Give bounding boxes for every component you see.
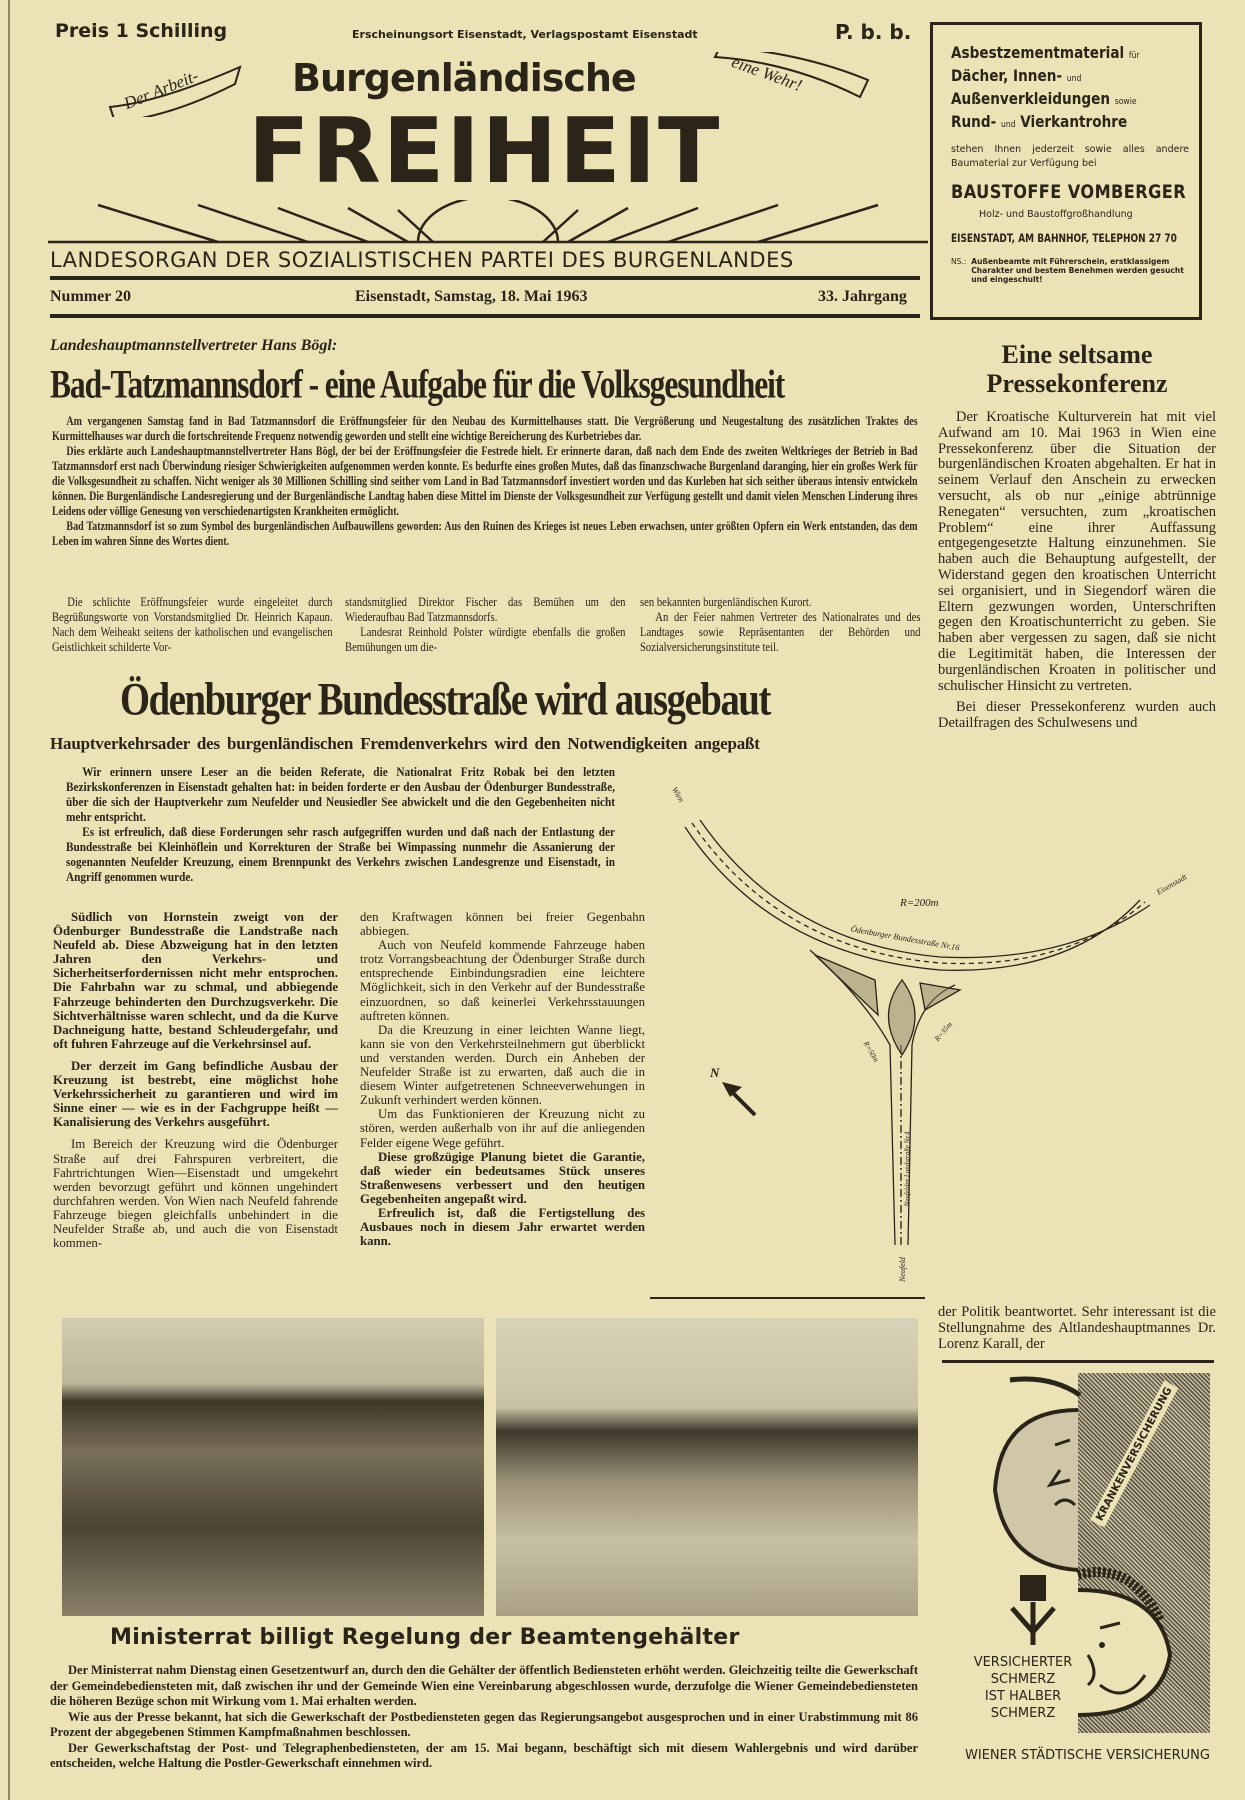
banner-right (710, 52, 875, 107)
headline-pressekonferenz: Eine seltsame Pressekonferenz (986, 340, 1168, 398)
paragraph: Im Bereich der Kreuzung wird die Ödenburger Straße auf drei Fahrspuren verbreitert, die Fahrtrichtungen Wien—Eisenstadt und umgekehrt werden bevorzugt geführt und können ungehindert durchfahren werden. Von Wien nach Neufeld fahrende Fahrzeuge biegen gleichfalls unbehindert in die Neufelder Straße ab, und auch die von Eisenstadt kommen- (53, 1137, 338, 1251)
headline-bad-tatzmannsdorf: Bad-Tatzmannsdorf - eine Aufgabe für die Volksgesundheit (50, 362, 785, 407)
paragraph: Wir erinnern unsere Leser an die beiden Referate, die Nationalrat Fritz Robak bei den letzten Bezirkskonferenzen in Eisenstadt gehalten hat: in beiden forderte er den Ausbau der Ödenburger Bundesstraße, über die sich der Hauptverkehr zum Neufelder und Neusiedler See abwickelt und die den Gegebenheiten nicht mehr entspricht. (66, 765, 615, 824)
ad-ns-text: Außenbeamte mit Führerschein, erstklassigem Charakter und bestem Benehmen werden gesucht und eingeschult! (971, 257, 1184, 284)
paragraph: standsmitglied Direktor Fischer das Bemühen um den Wiederaufbau Bad Tatzmannsdorfs. (345, 595, 626, 624)
paragraph: An der Feier nahmen Vertreter des Nationalrates und des Landtages sowie Repräsentanten der Behörden und Sozialversicherungsinstitute teil. (640, 610, 921, 654)
paragraph: den Kraftwagen können bei freier Gegenbahn abbiegen. (360, 910, 645, 939)
paragraph: Bei dieser Pressekonferenz wurden auch Detailfragen des Schulwesens und (938, 699, 1216, 732)
divider (50, 314, 920, 318)
headline-strasse: Ödenburger Bundesstraße wird ausgebaut (120, 675, 770, 726)
paragraph: Der Ministerrat nahm Dienstag einen Gesetzentwurf an, durch den die Gehälter der öffentlich Bediensteten erhöht werden. Gleichzeitig teilte die Gewerkschaft der Gemeindebediensteten mit, daß zwischen ihr und der Gemeinde Wien eine Vereinbarung abgeschlossen wurde, derzufolge die Wiener Gemeindebediensteten die höheren Bezüge schon mit Wirkung vom 1. Mai erhalten werden. (50, 1663, 918, 1708)
column-strasse-2 (360, 910, 645, 1248)
body-pressekonferenz (938, 410, 1216, 732)
body-ministerrat (50, 1663, 918, 1772)
ad-line: Rund- (951, 112, 997, 131)
paragraph: Da die Kreuzung in einer leichten Wanne liegt, kann sie von den Verkehrsteilnehmern gut überblickt und verstanden werden. Durch ein Anheben der Neufelder Straße ist zu erwarten, daß auch die in diesem Winter aufgetretenen Schneeverwehungen in Zukunft verhindert werden können. (360, 1022, 645, 1108)
slogan-line: VERSICHERTER (973, 1655, 1073, 1670)
lead-strasse (66, 765, 615, 885)
paragraph: Der Gewerkschaftstag der Post- und Telegraphenbediensteten, der am 15. Mai begann, beschäftigt sich mit diesem Wahlergebnis und wird darüber entscheiden, welche Haltung die Postler-Gewerkschaft einnehmen wird. (50, 1740, 918, 1770)
issue-number: Nummer 20 (50, 288, 132, 305)
banner-krankenversicherung: KRANKENVERSICHERUNG (1090, 1381, 1178, 1528)
banner-right-text: eine Wehr! (729, 52, 805, 96)
slogan-line: IST HALBER (984, 1689, 1062, 1704)
ad-baustoffe (930, 22, 1202, 320)
paragraph: Diese großzügige Planung bietet die Garantie, daß wieder ein bedeutsames Stück unseres Straßenwesens verbessert und den heutigen Gegebenheiten angepaßt wird. (360, 1149, 645, 1206)
column-3 (640, 595, 921, 655)
banner-left-text: Der Arbeit- (121, 66, 202, 114)
label-eisenstadt: Eisenstadt (1154, 872, 1189, 897)
divider (650, 1297, 925, 1299)
kicker: Landeshauptmannstellvertreter Hans Bögl: (50, 337, 338, 354)
continuation-pressekonferenz: der Politik beantwortet. Sehr interessant ist die Stellungnahme des Altlandeshauptmannes Dr. Lorenz Karall, der (938, 1304, 1216, 1352)
postage-label: P. b. b. (835, 20, 912, 44)
photo-construction-1 (62, 1318, 484, 1616)
intersection-diagram (650, 785, 1210, 1295)
paragraph: Der derzeit im Gang befindliche Ausbau der Kreuzung ist bestrebt, eine möglichst hohe Verkehrssicherheit zu garantieren und wird im Sinne einer — wie es in der Fachgruppe heißt — Kanalisierung des Verkehrs ausgeführt. (53, 1058, 338, 1130)
ad-slogan (968, 1654, 1078, 1722)
photo-construction-2 (496, 1318, 918, 1616)
ad-company-sub: Holz- und Baustoffgroßhandlung (979, 209, 1133, 220)
ad-company: BAUSTOFFE VOMBERGER (951, 181, 1187, 203)
lead-bad-tatzmannsdorf (52, 414, 918, 549)
paragraph: Landesrat Reinhold Polster würdigte ebenfalls die großen Bemühungen um die- (345, 625, 626, 654)
label-road-side: Neufelder Landstraße Nr.4 (903, 1131, 912, 1207)
paragraph: Um das Funktionieren der Kreuzung nicht zu stören, werden außerhalb von ihr auf die anliegenden Felder eigene Wege geführt. (360, 1107, 645, 1150)
paragraph: Wie aus der Presse bekannt, hat sich die Gewerkschaft der Postbediensteten gegen das Regierungsangebot ausgesprochen und in einer Urabstimmung mit 86 Prozent der abgegebenen Stimmen Kampfmaßnahmen beschlossen. (50, 1709, 918, 1739)
paragraph: Die schlichte Eröffnungsfeier wurde eingeleitet durch Begrüßungsworte von Vorstandsmitglied Dr. Heinrich Kapaun. Nach dem Weiheakt seitens der katholischen und evangelischen Geistlichkeit schilderte Vor- (52, 595, 333, 654)
label-radius-left: R=50m (861, 1039, 881, 1064)
ad-versicherung (960, 1370, 1210, 1740)
paragraph: Der Kroatische Kulturverein hat mit viel Aufwand am 10. Mai 1963 in Wien eine Pressekonferenz über die Situation der burgenländischen Kroaten abgehalten. Er hat in seinem Verlauf den Anschein zu erwecken versucht, als ob nur „einige abtrünnige Renegaten“ versuchten, zum „kroatischen Problem“ eine ihrer Auffassung entgegengesetzte Haltung einzunehmen. Sie haben auch die Behauptung aufgestellt, der Widerstand gegen den kroatischen Unterricht sei organisiert, und in Siegendorf wären die Eltern gezwungen worden, Unterschriften gegen den Kroatischunterricht zu geben. Sie haben aber vergessen zu sagen, daß sie nicht die Legitimität haben, die Interessen der burgenländischen Kroaten in politischer und schulischer Hinsicht zu vertreten. (938, 409, 1216, 694)
dateline: Eisenstadt, Samstag, 18. Mai 1963 (355, 288, 588, 305)
slogan-line: SCHMERZ (990, 1672, 1056, 1687)
ad-line-small: und (1066, 74, 1082, 84)
paragraph: Am vergangenen Samstag fand in Bad Tatzmannsdorf die Eröffnungsfeier für den Neubau des Kurmittelhauses statt. Die Vergrößerung und Neugestaltung des zusätzlichen Traktes des Kurmittelhauses war durch die fortschreitende Frequenz notwendig geworden und stellt eine wichtige Bereicherung des Kurbetriebes dar. (52, 414, 918, 443)
column-1 (52, 595, 333, 655)
headline-ministerrat: Ministerrat billigt Regelung der Beamtengehälter (110, 1625, 740, 1650)
title-main: FREIHEIT (248, 99, 722, 204)
road-map-drawing (650, 785, 1210, 1295)
paragraph: Bad Tatzmannsdorf ist so zum Symbol des burgenländischen Aufbauwillens geworden: Aus den Ruinen des Krieges ist neues Leben erwachsen, unter größten Opfern ein Werk entstanden, das dem Leben im wahren Sinne des Wortes dient. (52, 519, 918, 548)
price: Preis 1 Schilling (55, 20, 228, 42)
title-top: Burgenländische (292, 56, 636, 100)
paragraph: Dies erklärte auch Landeshauptmannstellvertreter Hans Bögl, der bei der Eröffnungsfeier die Festrede hielt. Er erinnerte daran, daß nach dem Ende des zweiten Weltkrieges der Betrieb in Bad Tatzmannsdorf erst nach Überwindung riesiger Schwierigkeiten aufgenommen werden konnte. Es bedurfte eines großen Mutes, daß das finanzschwache Burgenland daranging, hier ein großes Werk für die Volksgesundheit zu schaffen. Nicht weniger als 30 Millionen Schilling sind seither vom Land in Bad Tatzmannsdorf investiert worden und das Kurleben hat sich seither überaus intensiv entwickeln können. Die Burgenländische Landesregierung und der Burgenländische Landtag haben diese Mittel im Dienste der Volksgesundheit zur Verfügung gestellt und damit vielen Menschen Linderung ihres Leidens oder völlige Genesung von verschiedenartigsten Krankheiten ermöglicht. (52, 444, 918, 518)
ad-ns-label: NS.: (951, 257, 967, 266)
sunrise-rays-icon (48, 200, 928, 245)
paragraph: Südlich von Hornstein zweigt von der Ödenburger Bundesstraße die Landstraße nach Neufeld ab. Diese Abzweigung hat in den letzten Jahren den Verkehrs- und Sicherheitserfordernissen nicht mehr entsprochen. Die Fahrbahn war zu schmal, und abbiegende Fahrzeuge behinderten den Durchzugsverkehr. Die Sichtverhältnisse waren schlecht, und da die Kurve Dachneigung hatte, bestand Schleudergefahr, und oft fuhren Fahrzeuge auf die Verkehrsinsel auf. (53, 910, 338, 1051)
label-wien: Wien (670, 785, 686, 804)
volume: 33. Jahrgang (818, 288, 907, 305)
ad-line-small: sowie (1114, 97, 1137, 107)
column-2 (345, 595, 626, 655)
paragraph: Auch von Neufeld kommende Fahrzeuge haben trotz Vorrangsbeachtung der Ödenburger Straße durch entsprechende Einbindungsradien eine leichtere Möglichkeit, sich in den Verkehr auf der Bundesstraße einzuordnen, so daß keinerlei Verkehrsstauungen auftreten können. (360, 938, 645, 1023)
ad-line: Vierkantrohre (1020, 112, 1128, 131)
banner-left (100, 62, 250, 117)
label-radius-main: R=200m (900, 897, 939, 909)
ad-versicherung-company: WIENER STÄDTISCHE VERSICHERUNG (965, 1748, 1210, 1763)
ad-line: Asbestzementmaterial (951, 43, 1125, 62)
page-edge (8, 0, 10, 1800)
place-of-publication: Erscheinungsort Eisenstadt, Verlagspostamt Eisenstadt (352, 28, 698, 41)
north-label: N (710, 1065, 720, 1080)
ad-address: EISENSTADT, AM BAHNHOF, TELEPHON 27 70 (951, 231, 1177, 245)
paragraph: Erfreulich ist, daß die Fertigstellung des Ausbaues noch in diesem Jahr erwartet werden kann. (360, 1205, 645, 1249)
label-road-main: Ödenburger Bundesstraße Nr.16 (849, 923, 961, 953)
paragraph: sen bekannten burgenländischen Kurort. (640, 595, 812, 609)
divider (942, 1360, 1214, 1363)
paragraph: Es ist erfreulich, daß diese Forderungen sehr rasch aufgegriffen wurden und daß nach der Entlastung der Bundesstraße bei Kleinhöflein und Korrekturen der Straße bei Wimpassing nunmehr die Assanierung der sogenannten Neufelder Kreuzung, einem Brennpunkt des Verkehrs zwischen Landesgrenze und Eisenstadt, in Angriff genommen wurde. (66, 825, 615, 884)
ad-line-small: und (1000, 120, 1016, 130)
ad-line: Dächer, Innen- (951, 66, 1063, 85)
subtitle: LANDESORGAN DER SOZIALISTISCHEN PARTEI DES BURGENLANDES (50, 248, 794, 272)
slogan-line: SCHMERZ (990, 1706, 1056, 1721)
subheadline-strasse: Hauptverkehrsader des burgenländischen Fremdenverkehrs wird den Notwendigkeiten angepaßt (50, 734, 760, 753)
label-radius-right: R=35m (932, 1019, 954, 1044)
ad-body: stehen Ihnen jederzeit sowie alles andere Baumaterial zur Verfügung bei (951, 144, 1189, 169)
label-neufeld: Neufeld (897, 1257, 907, 1282)
ad-line: Außenverkleidungen (951, 89, 1111, 108)
divider (50, 276, 920, 280)
column-strasse-1 (53, 910, 338, 1250)
ad-line-small: für (1128, 51, 1140, 61)
